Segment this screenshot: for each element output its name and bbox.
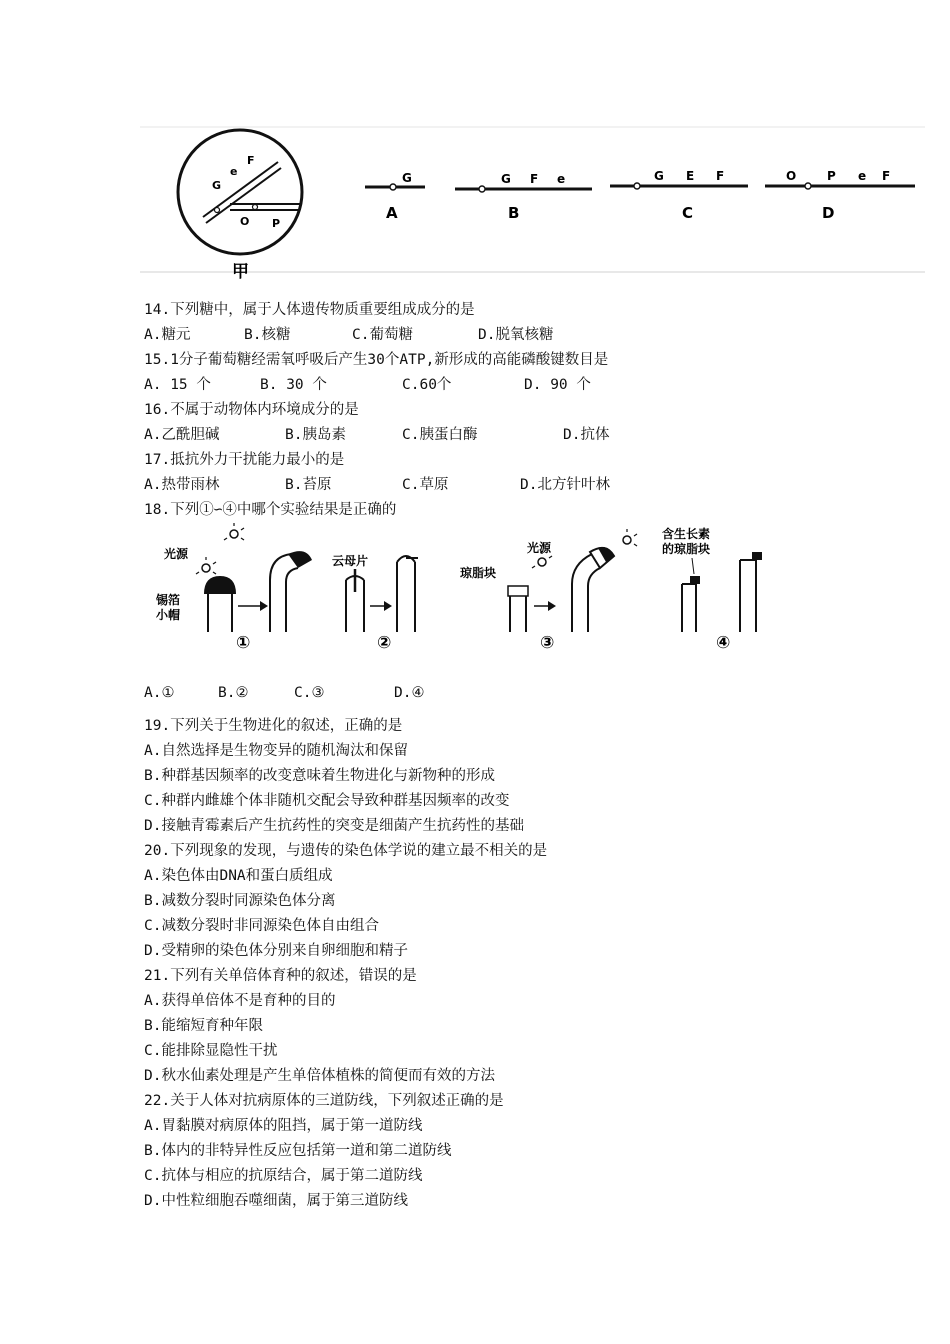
experiment-1 — [156, 523, 312, 653]
q20-option-a: A.染色体由DNA和蛋白质组成 — [144, 868, 333, 884]
gene-label: G — [501, 172, 511, 186]
q17-option-a: A.热带雨林 — [144, 477, 220, 493]
gene-O: O — [240, 215, 250, 228]
experiment-2 — [332, 553, 418, 653]
gene-label: F — [882, 169, 891, 183]
q17-option-d: D.北方针叶林 — [520, 477, 610, 493]
q21-option-b: B.能缩短育种年限 — [144, 1018, 263, 1034]
tropism-figure — [142, 522, 792, 657]
option-B — [455, 172, 592, 222]
q17-option-b: B.苔原 — [285, 477, 332, 493]
q16-stem: 16.不属于动物体内环境成分的是 — [144, 402, 359, 418]
q19-option-a: A.自然选择是生物变异的随机淘汰和保留 — [144, 743, 408, 759]
q14-option-b: B.核糖 — [244, 327, 291, 343]
experiment-number: ① — [236, 633, 251, 653]
arrow-icon — [384, 601, 392, 611]
q14-option-d: D.脱氧核糖 — [478, 327, 554, 343]
light-source-icon — [623, 529, 637, 546]
gene-label: F — [530, 172, 539, 186]
q14-option-c: C.葡萄糖 — [352, 327, 413, 343]
option-letter: D — [822, 204, 835, 222]
gene-F: F — [247, 154, 255, 167]
arrow-icon — [260, 601, 268, 611]
q18-option-c: C.③ — [294, 685, 325, 701]
q18-option-d: D.④ — [394, 685, 425, 701]
q22-option-d: D.中性粒细胞吞噬细菌，属于第三道防线 — [144, 1193, 408, 1209]
q21-option-c: C.能排除显隐性干扰 — [144, 1043, 278, 1059]
q18-stem: 18.下列①∽④中哪个实验结果是正确的 — [144, 502, 397, 518]
q15-option-c: C.60个 — [402, 377, 452, 393]
foil-cap-label: 小帽 — [156, 608, 181, 622]
gene-G: G — [212, 179, 222, 192]
q17-option-c: C.草原 — [402, 477, 449, 493]
light-source-label: 光源 — [527, 541, 552, 555]
agar-block — [508, 586, 528, 596]
q15-option-b: B. 30 个 — [260, 377, 327, 393]
q17-stem: 17.抵抗外力干扰能力最小的是 — [144, 452, 345, 468]
q20-option-c: C.减数分裂时非同源染色体自由组合 — [144, 918, 379, 934]
q15-option-d: D. 90 个 — [524, 377, 591, 393]
arrow-icon — [548, 601, 556, 611]
auxin-agar-label: 含生长素 — [662, 527, 711, 541]
experiment-number: ② — [377, 633, 392, 653]
option-letter: A — [386, 204, 398, 222]
q21-option-a: A.获得单倍体不是育种的目的 — [144, 993, 336, 1009]
q19-option-c: C.种群内雌雄个体非随机交配会导致种群基因频率的改变 — [144, 793, 510, 809]
mica-label: 云母片 — [332, 554, 369, 568]
agar-label: 琼脂块 — [460, 566, 497, 580]
q15-stem: 15.1分子葡萄糖经需氧呼吸后产生30个ATP,新形成的高能磷酸键数目是 — [144, 352, 609, 368]
q18-option-b: B.② — [218, 685, 249, 701]
experiment-number: ③ — [540, 633, 555, 653]
option-D — [765, 169, 915, 222]
q19-stem: 19.下列关于生物进化的叙述，正确的是 — [144, 718, 403, 734]
circle-label: 甲 — [232, 262, 249, 282]
option-A — [365, 171, 425, 222]
auxin-agar-block — [690, 576, 700, 584]
q20-stem: 20.下列现象的发现，与遗传的染色体学说的建立最不相关的是 — [144, 843, 548, 859]
q22-option-c: C.抗体与相应的抗原结合，属于第二道防线 — [144, 1168, 423, 1184]
q21-option-d: D.秋水仙素处理是产生单倍体植株的简便而有效的方法 — [144, 1068, 495, 1084]
gene-P: P — [272, 217, 281, 230]
q16-option-d: D.抗体 — [563, 427, 610, 443]
circle-jia — [178, 130, 302, 282]
q20-option-b: B.减数分裂时同源染色体分离 — [144, 893, 336, 909]
q14-stem: 14.下列糖中，属于人体遗传物质重要组成成分的是 — [144, 302, 475, 318]
light-source-icon — [196, 557, 216, 574]
gene-label: G — [654, 169, 664, 183]
foil-cap — [204, 576, 236, 594]
q21-stem: 21.下列有关单倍体育种的叙述，错误的是 — [144, 968, 417, 984]
q19-option-d: D.接触青霉素后产生抗药性的突变是细菌产生抗药性的基础 — [144, 818, 524, 834]
q14-option-a: A.糖元 — [144, 327, 191, 343]
chromosome-figure — [140, 122, 925, 282]
q22-option-b: B.体内的非特异性反应包括第一道和第二道防线 — [144, 1143, 452, 1159]
light-source-label: 光源 — [164, 547, 189, 561]
experiment-3 — [460, 529, 637, 653]
q22-option-a: A.胃黏膜对病原体的阻挡，属于第一道防线 — [144, 1118, 423, 1134]
auxin-agar-label: 的琼脂块 — [662, 542, 711, 556]
q16-option-b: B.胰岛素 — [285, 427, 346, 443]
q16-option-a: A.乙酰胆碱 — [144, 427, 220, 443]
q15-option-a: A. 15 个 — [144, 377, 211, 393]
q16-option-c: C.胰蛋白酶 — [402, 427, 478, 443]
gene-label: O — [786, 169, 797, 183]
option-C — [610, 169, 748, 222]
experiment-number: ④ — [716, 633, 731, 653]
gene-label: F — [716, 169, 725, 183]
q18-option-a: A.① — [144, 685, 175, 701]
foil-cap-label: 锡箔 — [156, 593, 181, 607]
q19-option-b: B.种群基因频率的改变意味着生物进化与新物种的形成 — [144, 768, 495, 784]
light-source-icon — [224, 523, 244, 540]
option-letter: B — [508, 204, 520, 222]
gene-label: G — [402, 171, 412, 185]
experiment-4 — [662, 526, 762, 653]
q20-option-d: D.受精卵的染色体分别来自卵细胞和精子 — [144, 943, 408, 959]
q22-stem: 22.关于人体对抗病原体的三道防线，下列叙述正确的是 — [144, 1093, 504, 1109]
gene-label: E — [686, 169, 695, 183]
option-letter: C — [682, 204, 694, 222]
gene-e: e — [230, 165, 238, 178]
gene-label: e — [858, 169, 867, 183]
gene-label: e — [557, 172, 566, 186]
gene-label: P — [827, 169, 836, 183]
